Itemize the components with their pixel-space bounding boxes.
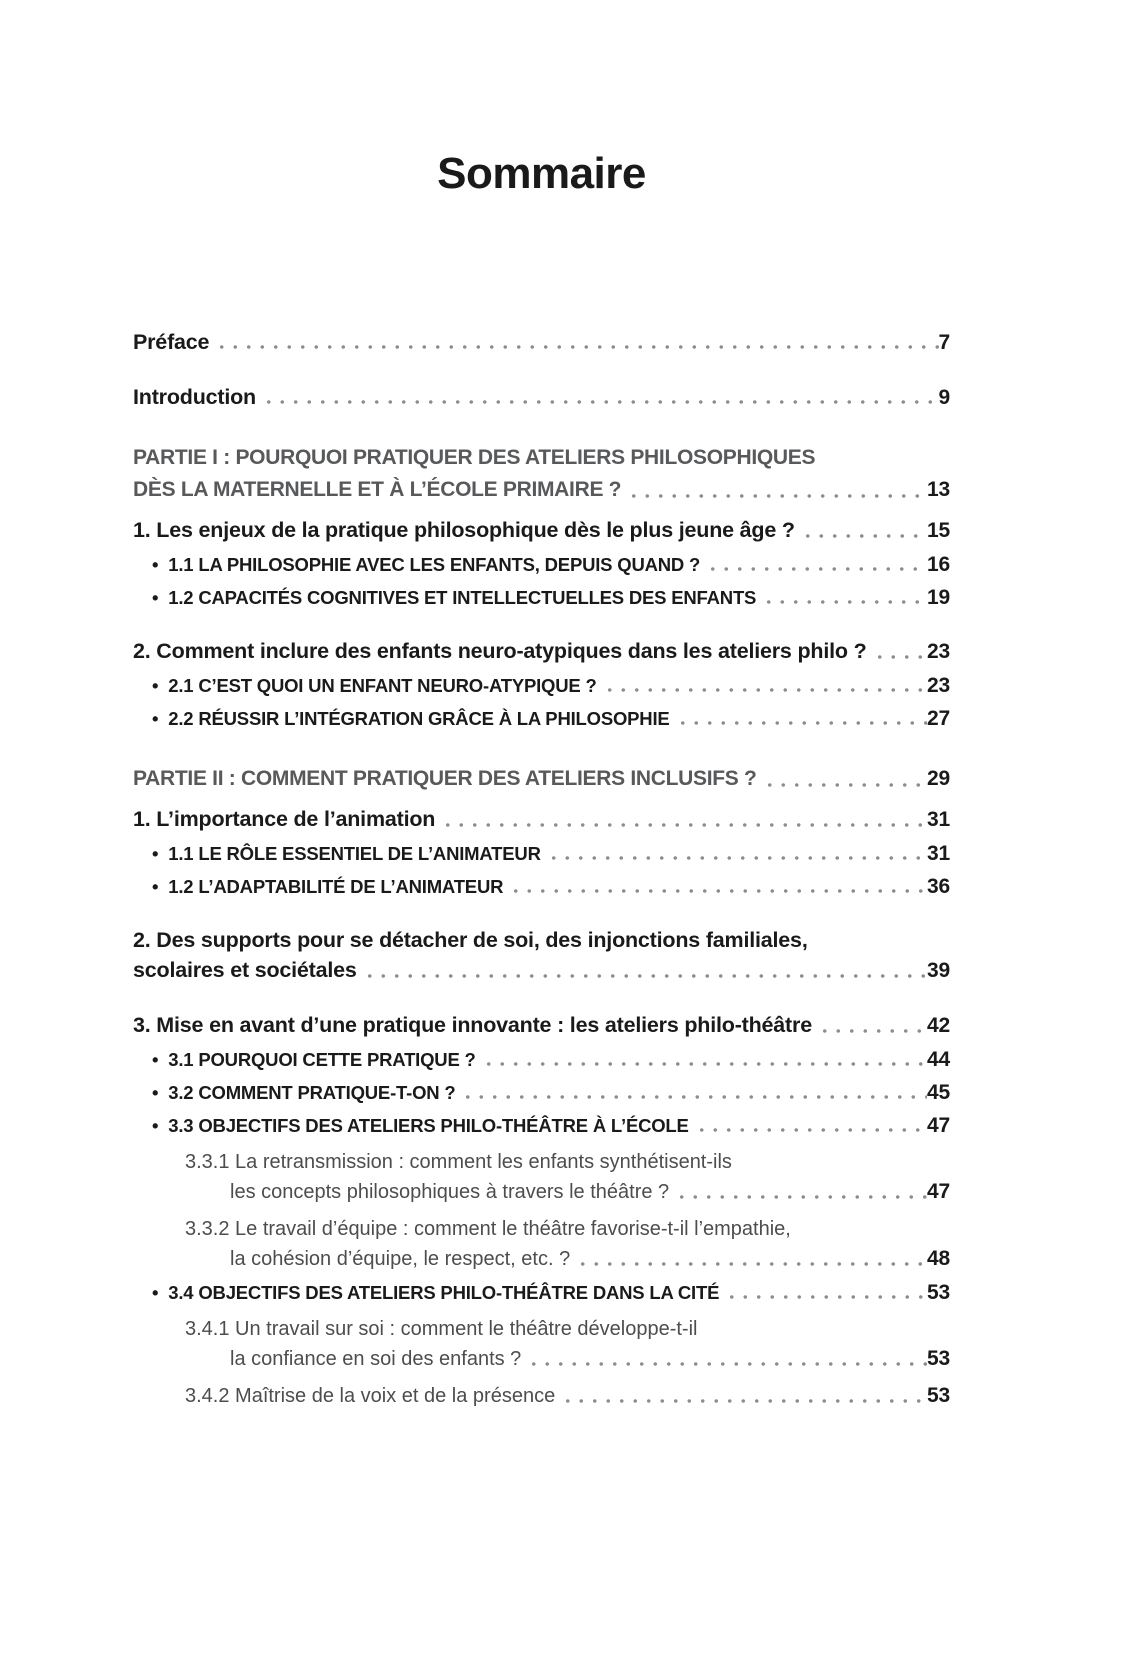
toc-entry [133, 1046, 950, 1074]
toc-page-number: 23 [927, 674, 950, 698]
toc-page-number: 53 [927, 1281, 950, 1305]
toc-page-number: 53 [927, 1347, 950, 1371]
toc-entry [133, 442, 950, 506]
toc-leader-dots [706, 551, 927, 579]
toc-entry [133, 1112, 950, 1140]
toc-entry [133, 804, 950, 835]
toc-entry-prelines [185, 1214, 950, 1244]
toc-entry [133, 636, 950, 667]
toc-entry-text-line: 3.4.1 Un travail sur soi : comment le théâtre développe-t-il [185, 1318, 698, 1341]
toc-entry [133, 1214, 950, 1274]
toc-leader-dots [627, 474, 927, 506]
page-title: Sommaire [437, 149, 646, 198]
toc-entry-label: • 3.2 COMMENT PRATIQUE-T-ON ? [168, 1082, 456, 1104]
toc-entry-text-line: 3.3.2 Le travail d’équipe : comment le théâtre favorise-t-il l’empathie, [185, 1218, 791, 1241]
toc-entry-label: scolaires et sociétales [133, 958, 357, 983]
toc-entry [133, 1079, 950, 1107]
toc-leader-dots [801, 515, 927, 546]
toc-entry-lastline [133, 804, 950, 835]
toc-entry [133, 551, 950, 579]
toc-entry-text-line: 3.3.1 La retransmission : comment les enfants synthétisent-ils [185, 1151, 732, 1174]
toc-page-number: 36 [927, 875, 950, 899]
toc-entry-lastline [152, 705, 950, 733]
toc-entry-label: Introduction [133, 385, 256, 410]
toc-entry-lastline [152, 873, 950, 901]
toc-entry [133, 1147, 950, 1207]
toc-entry-label: PARTIE II : COMMENT PRATIQUER DES ATELIERS INCLUSIFS ? [133, 767, 757, 791]
toc-entry-lastline [152, 1046, 950, 1074]
toc-page-number: 44 [927, 1048, 950, 1072]
toc-entry [133, 925, 950, 986]
toc-leader-dots [561, 1381, 927, 1411]
toc-page-number: 19 [927, 586, 950, 610]
toc-entry-prelines [133, 442, 950, 474]
toc-entry [133, 763, 950, 795]
toc-leader-dots [695, 1112, 927, 1140]
toc-leader-dots [482, 1046, 927, 1074]
toc-leader-dots [676, 705, 927, 733]
toc-entry [133, 840, 950, 868]
toc-entry-lastline [133, 383, 950, 412]
toc-leader-dots [527, 1344, 927, 1374]
toc-entry-label: 1. Les enjeux de la pratique philosophique dès le plus jeune âge ? [133, 518, 795, 543]
toc-entry-lastline [185, 1344, 950, 1374]
toc-page-number: 53 [927, 1384, 950, 1408]
toc-entry-label: 3. Mise en avant d’une pratique innovante : les ateliers philo-théâtre [133, 1013, 812, 1038]
toc-entry-label: • 1.2 CAPACITÉS COGNITIVES ET INTELLECTUELLES DES ENFANTS [168, 587, 757, 609]
toc-page-number: 31 [927, 842, 950, 866]
toc-entry-label: • 2.1 C’EST QUOI UN ENFANT NEURO-ATYPIQUE ? [168, 675, 597, 697]
toc-page-number: 31 [927, 808, 950, 832]
toc-entry-text-line: 2. Des supports pour se détacher de soi, des injonctions familiales, [133, 928, 808, 953]
toc-entry-lastline [185, 1177, 950, 1207]
toc-entry-prelines [133, 925, 950, 955]
toc-page-number: 45 [927, 1081, 950, 1105]
toc-leader-dots [509, 873, 927, 901]
toc-entry [133, 1314, 950, 1374]
toc-leader-dots [675, 1177, 927, 1207]
toc-page-number: 16 [927, 553, 950, 577]
toc-entry-label: 1. L’importance de l’animation [133, 807, 436, 832]
toc-page-number: 27 [927, 707, 950, 731]
toc-entry-label: la confiance en soi des enfants ? [230, 1348, 522, 1371]
toc-page-number: 47 [927, 1114, 950, 1138]
toc-entry [133, 1381, 950, 1411]
toc-entry-prelines [185, 1314, 950, 1344]
toc-page-number: 23 [927, 640, 950, 664]
toc-entry-lastline [133, 328, 950, 357]
toc-entry-label: • 3.1 POURQUOI CETTE PRATIQUE ? [168, 1049, 476, 1071]
toc-page-number: 9 [938, 386, 950, 410]
toc-leader-dots [461, 1079, 927, 1107]
toc-leader-dots [547, 840, 927, 868]
toc-entry-label: Préface [133, 330, 210, 355]
toc-page-number: 48 [927, 1247, 950, 1271]
toc-entry-lastline [133, 955, 950, 986]
toc-entry-text-line: PARTIE I : POURQUOI PRATIQUER DES ATELIERS PHILOSOPHIQUES [133, 446, 816, 470]
toc-entry [133, 383, 950, 412]
toc-entry-label: la cohésion d’équipe, le respect, etc. ? [230, 1248, 571, 1271]
toc-entry-label: • 3.4 OBJECTIFS DES ATELIERS PHILO-THÉÂTRE DANS LA CITÉ [168, 1282, 720, 1304]
toc-leader-dots [363, 955, 927, 986]
toc-leader-dots [215, 328, 938, 357]
toc-page-number: 13 [927, 478, 950, 502]
toc-entry-label: • 3.3 OBJECTIFS DES ATELIERS PHILO-THÉÂTRE À L’ÉCOLE [168, 1115, 689, 1137]
toc-page-number: 47 [927, 1180, 950, 1204]
toc-entry [133, 1279, 950, 1307]
toc-entry-lastline [133, 636, 950, 667]
toc-leader-dots [576, 1244, 927, 1274]
toc-page-number: 15 [927, 519, 950, 543]
toc-entry-label: • 1.1 LA PHILOSOPHIE AVEC LES ENFANTS, DEPUIS QUAND ? [168, 554, 701, 576]
toc-entry-label: • 1.1 LE RÔLE ESSENTIEL DE L’ANIMATEUR [168, 843, 541, 865]
toc-leader-dots [818, 1010, 927, 1041]
toc-entry-lastline [152, 584, 950, 612]
toc-entry-lastline [185, 1244, 950, 1274]
toc-entry-lastline [133, 515, 950, 546]
toc-leader-dots [873, 636, 928, 667]
toc-entry [133, 328, 950, 357]
toc-page-number: 39 [927, 959, 950, 983]
toc-entry [133, 515, 950, 546]
toc-entry [133, 1010, 950, 1041]
toc-entry-lastline [133, 763, 950, 795]
toc-entry-lastline [152, 1279, 950, 1307]
toc-entry-label: • 1.2 L’ADAPTABILITÉ DE L’ANIMATEUR [168, 876, 504, 898]
toc-entry [133, 584, 950, 612]
toc-page-number: 42 [927, 1014, 950, 1038]
toc-page-number: 29 [927, 767, 950, 791]
toc-entry [133, 672, 950, 700]
toc-page-number: 7 [938, 331, 950, 355]
toc-entry-prelines [185, 1147, 950, 1177]
toc-leader-dots [603, 672, 927, 700]
toc-entry [133, 873, 950, 901]
toc-entry-lastline [152, 1112, 950, 1140]
toc-entry-lastline [152, 840, 950, 868]
toc-leader-dots [725, 1279, 927, 1307]
toc-entry-label: les concepts philosophiques à travers le théâtre ? [230, 1181, 670, 1204]
toc-list [133, 328, 950, 1411]
toc-leader-dots [262, 383, 939, 412]
toc-entry-label: DÈS LA MATERNELLE ET À L’ÉCOLE PRIMAIRE ? [133, 478, 622, 502]
toc-leader-dots [762, 584, 927, 612]
toc-leader-dots [763, 763, 927, 795]
toc-entry-lastline [133, 474, 950, 506]
toc-entry-lastline [133, 1010, 950, 1041]
toc-entry-lastline [152, 1079, 950, 1107]
toc-entry-label: • 2.2 RÉUSSIR L’INTÉGRATION GRÂCE À LA PHILOSOPHIE [168, 708, 670, 730]
toc-entry-lastline [152, 672, 950, 700]
toc-entry [133, 705, 950, 733]
toc-entry-label: 2. Comment inclure des enfants neuro-atypiques dans les ateliers philo ? [133, 639, 867, 664]
toc-entry-label: 3.4.2 Maîtrise de la voix et de la présence [185, 1385, 556, 1408]
toc-leader-dots [441, 804, 927, 835]
toc-entry-lastline [185, 1381, 950, 1411]
toc-entry-lastline [152, 551, 950, 579]
